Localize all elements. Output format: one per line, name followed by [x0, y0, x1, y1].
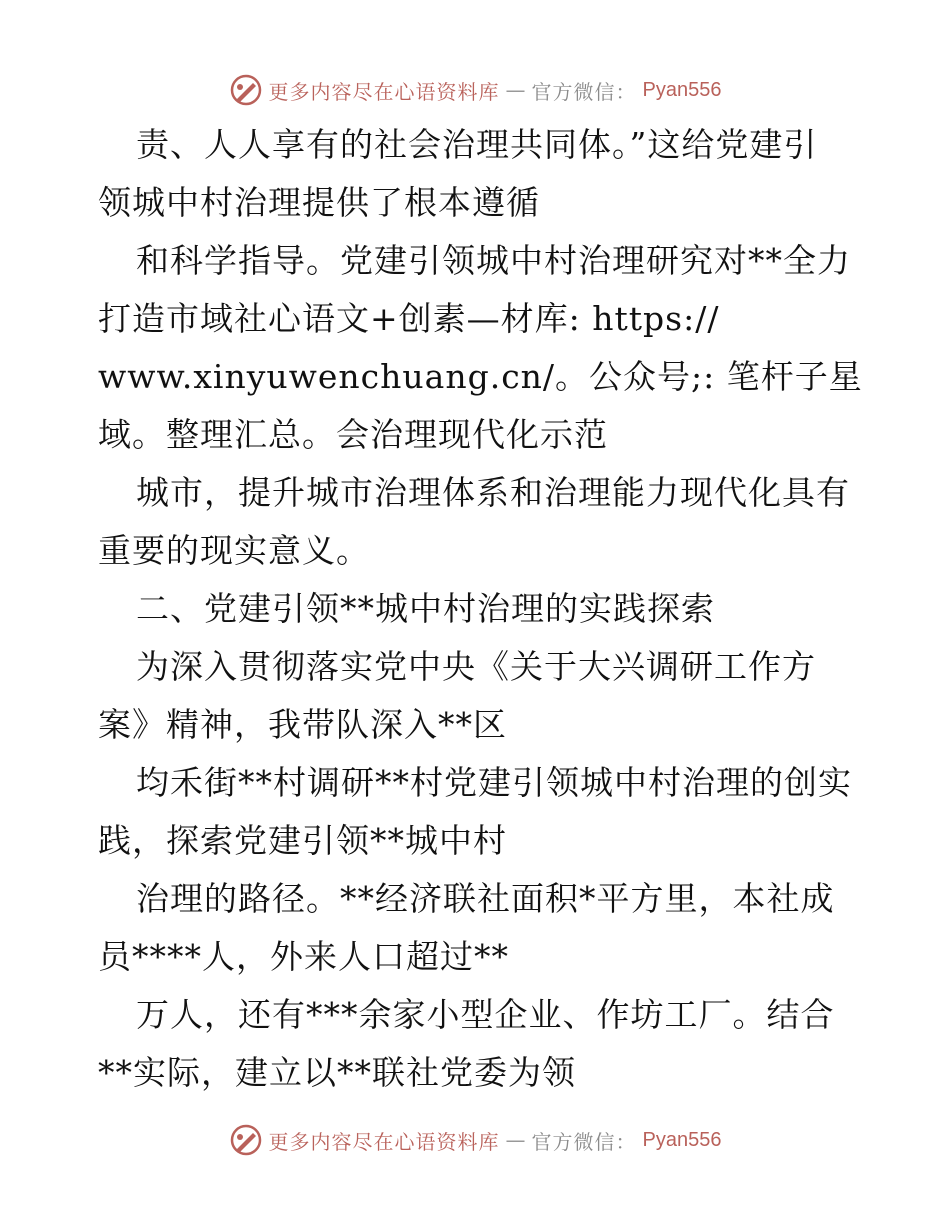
footer-watermark — [0, 1120, 950, 1160]
text-line: 员****人，外来人口超过** — [98, 937, 509, 976]
watermark-official-label: 官方微信： — [531, 79, 637, 104]
brush-logo-icon — [229, 73, 263, 107]
brush-logo-icon — [229, 1123, 263, 1157]
text-line: **实际，建立以**联社党委为领 — [98, 1053, 576, 1092]
text-line: 为深入贯彻落实党中央《关于大兴调研工作方 — [136, 647, 816, 686]
text-line: 重要的现实意义。 — [98, 531, 370, 570]
text-line: 案》精神，我带队深入**区 — [98, 705, 507, 744]
watermark-text: 更多内容尽在心语资料库 — [268, 1129, 500, 1154]
watermark-wechat-id: Pyan556 — [642, 1128, 722, 1151]
watermark-official-label: 官方微信： — [531, 1129, 637, 1154]
document-body — [98, 116, 863, 1102]
section-heading: 二、党建引领**城中村治理的实践探索 — [136, 589, 715, 628]
watermark-text: 更多内容尽在心语资料库 — [268, 79, 500, 104]
watermark-dash: — — [505, 1128, 526, 1152]
text-line: 域。整理汇总。会治理现代化示范 — [98, 415, 608, 454]
text-line: 均禾街**村调研**村党建引领城中村治理的创实 — [136, 763, 852, 802]
text-line: 治理的路径。**经济联社面积*平方里，本社成 — [136, 879, 835, 918]
text-line: 责、人人享有的社会治理共同体。”这给党建引 — [136, 125, 818, 164]
text-line: www.xinyuwenchuang.cn/。公众号;: 笔杆子星 — [98, 357, 863, 396]
text-line: 万人，还有***余家小型企业、作坊工厂。结合 — [136, 995, 835, 1034]
watermark-dash: — — [505, 78, 526, 102]
watermark-wechat-id: Pyan556 — [642, 78, 722, 101]
text-line: 践，探索党建引领**城中村 — [98, 821, 507, 860]
text-line: 和科学指导。党建引领城中村治理研究对**全力 — [136, 241, 851, 280]
text-line: 城市，提升城市治理体系和治理能力现代化具有 — [136, 473, 850, 512]
text-line: 领城中村治理提供了根本遵循 — [98, 183, 540, 222]
text-line: 打造市域社心语文+创素—材库: https:// — [98, 299, 720, 338]
header-watermark — [0, 70, 950, 110]
